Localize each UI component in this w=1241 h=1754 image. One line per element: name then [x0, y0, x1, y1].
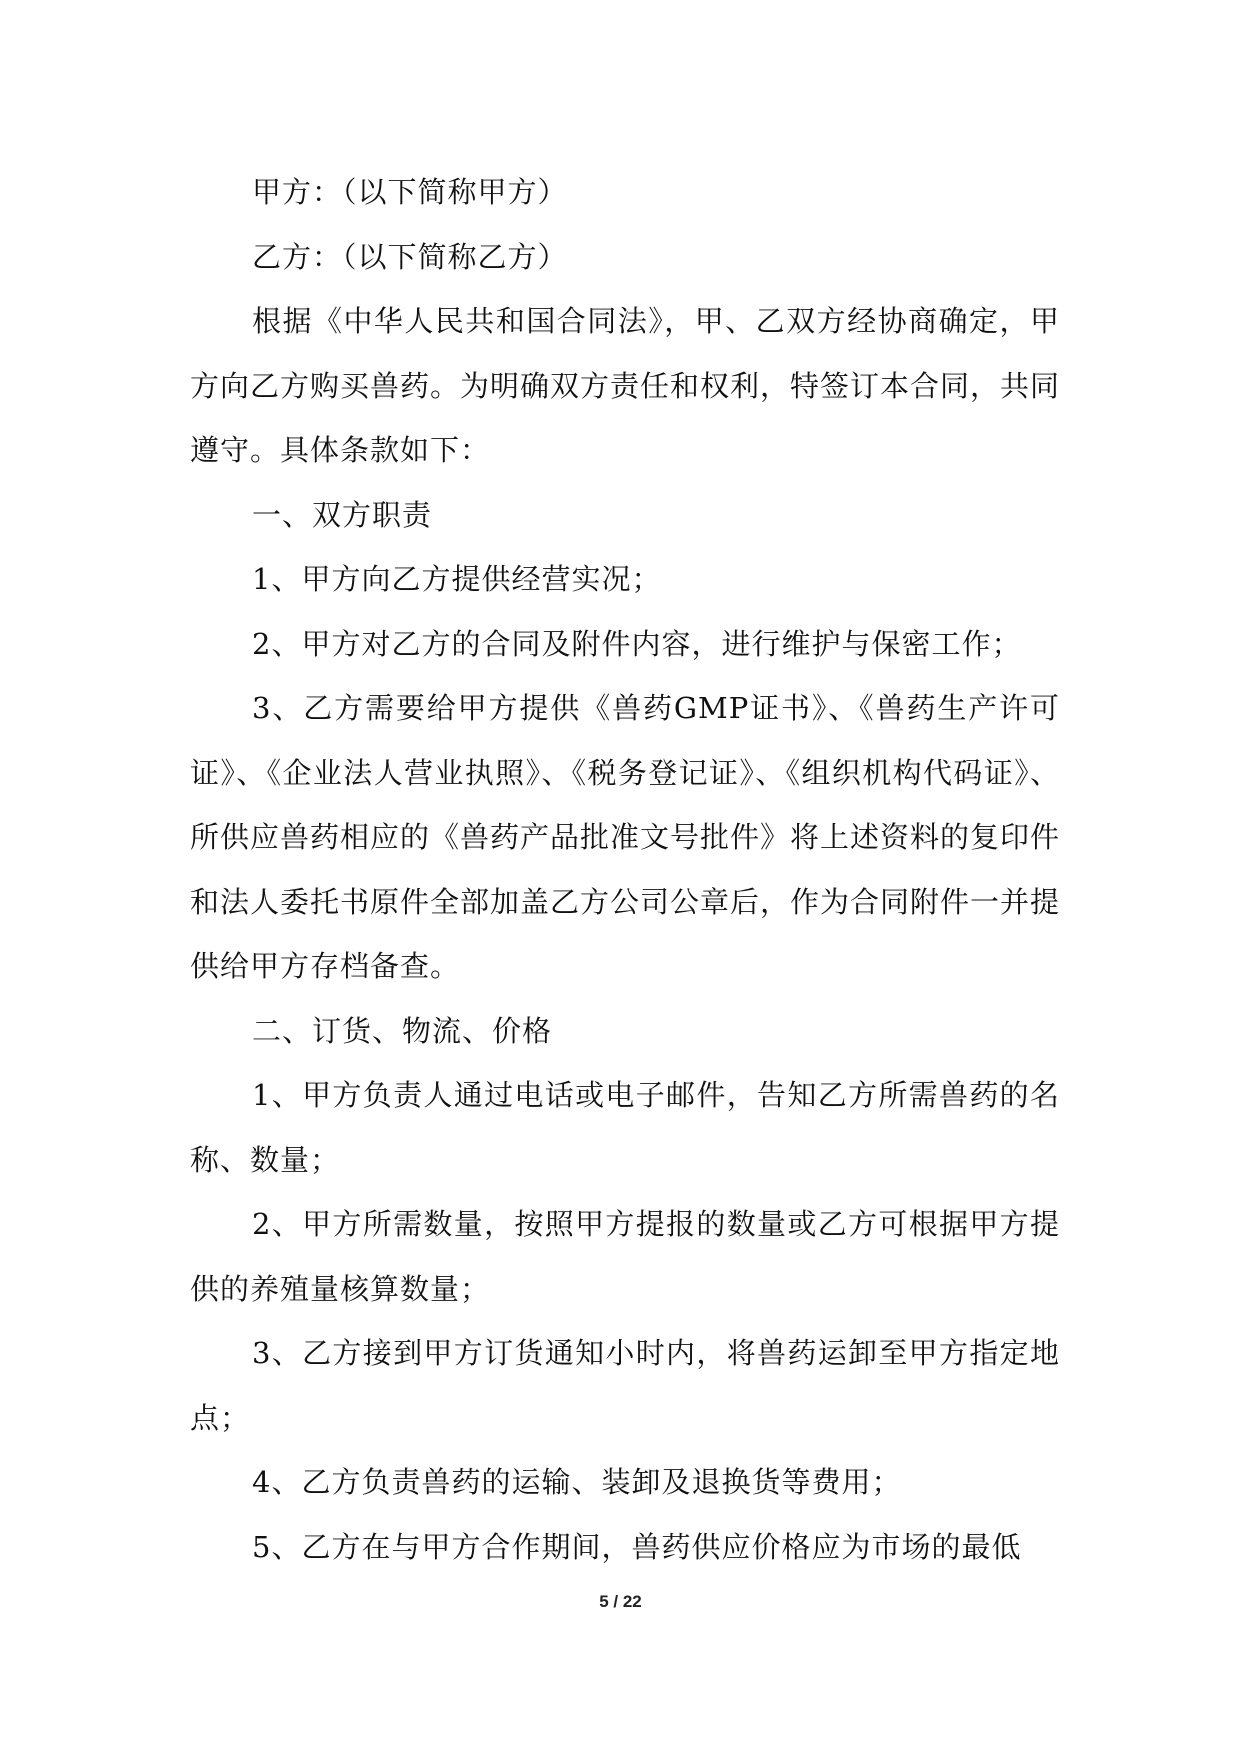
clause-paragraph: 5、乙方在与甲方合作期间，兽药供应价格应为市场的最低 [252, 1529, 1022, 1564]
clause-paragraph: 1、甲方负责人通过电话或电子邮件，告知乙方所需兽药的名称、数量； [190, 1078, 1060, 1177]
clause-paragraph: 3、乙方需要给甲方提供《兽药GMP证书》、《兽药生产许可证》、《企业法人营业执照》、《税务登记证》、《组织机构代码证》、所供应兽药相应的《兽药产品批准文号批件》将上述资料的复印件和法人委托书原件全部加盖乙方公司公章后，作为合同附件一并提供给甲方存档备查。 [190, 691, 1061, 983]
party-a-line: 甲方：（以下简称甲方） [252, 175, 568, 209]
clause-paragraph: 2、甲方所需数量，按照甲方提报的数量或乙方可根据甲方提供的养殖量核算数量； [190, 1207, 1060, 1306]
contract-body [190, 160, 1060, 1579]
clause-paragraph: 1、甲方向乙方提供经营实况； [252, 562, 662, 596]
page-number: 5 / 22 [599, 1592, 642, 1611]
section-heading-duties: 一、双方职责 [252, 497, 433, 532]
section-heading-ordering: 二、订货、物流、价格 [252, 1013, 553, 1048]
preamble-paragraph: 根据《中华人民共和国合同法》，甲、乙双方经协商确定，甲方向乙方购买兽药。为明确双方责任和权利，特签订本合同，共同遵守。具体条款如下： [190, 304, 1061, 467]
clause-paragraph: 4、乙方负责兽药的运输、装卸及退换货等费用； [252, 1465, 902, 1499]
clause-paragraph: 2、甲方对乙方的合同及附件内容，进行维护与保密工作； [252, 626, 1022, 661]
clause-paragraph: 3、乙方接到甲方订货通知小时内，将兽药运卸至甲方指定地点； [190, 1336, 1060, 1435]
party-b-line: 乙方：（以下简称乙方） [252, 239, 568, 274]
